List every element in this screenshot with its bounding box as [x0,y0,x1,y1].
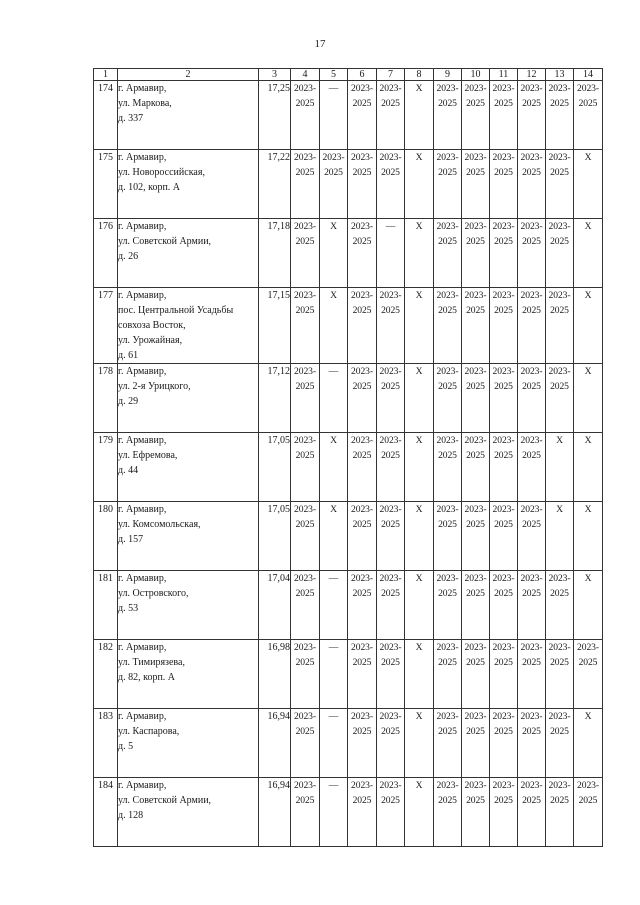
column-header: 10 [462,69,490,81]
address-line: ул. Каспарова, [118,726,180,737]
column-header: 12 [518,69,546,81]
period-cell: 2023- 2025 [518,709,546,778]
period-cell: 2023- 2025 [462,288,490,364]
address-line: ул. Новороссийская, [118,167,205,178]
period-cell: 2023- 2025 [434,150,462,219]
header-row [94,69,603,81]
period-cell: 2023- 2025 [462,709,490,778]
period-cell: X [405,364,434,433]
period-cell: 2023- 2025 [490,150,518,219]
address-line: ул. Тимирязева, [118,657,185,668]
period-cell: 2023- 2025 [377,640,405,709]
row-number: 180 [94,502,118,571]
value-cell: 17,05 [259,433,291,502]
period-cell: 2023- 2025 [490,709,518,778]
column-header: 2 [118,69,259,81]
period-cell: X [574,433,603,502]
column-header: 1 [94,69,118,81]
period-cell: 2023- 2025 [490,778,518,847]
column-header: 3 [259,69,291,81]
period-cell: 2023- 2025 [320,150,348,219]
period-cell: X [405,433,434,502]
period-cell: — [377,219,405,288]
period-cell: 2023- 2025 [518,150,546,219]
period-cell: 2023- 2025 [377,288,405,364]
table-row [94,433,603,502]
period-cell: 2023- 2025 [546,640,574,709]
address-line: д. 61 [118,350,139,361]
address-line: д. 128 [118,810,144,821]
period-cell: 2023- 2025 [291,778,320,847]
address-cell [118,502,259,571]
address-line: д. 82, корп. А [118,672,176,683]
period-cell: 2023- 2025 [518,364,546,433]
address-cell [118,571,259,640]
period-cell: X [405,150,434,219]
period-cell: 2023- 2025 [462,571,490,640]
period-cell: X [574,288,603,364]
address-cell [118,150,259,219]
column-header: 9 [434,69,462,81]
period-cell: X [320,219,348,288]
value-cell: 16,94 [259,778,291,847]
table-row [94,150,603,219]
period-cell: 2023- 2025 [462,81,490,150]
address-line: ул. Островского, [118,588,189,599]
period-cell: 2023- 2025 [291,502,320,571]
table-row [94,364,603,433]
period-cell: 2023- 2025 [348,219,377,288]
period-cell: 2023- 2025 [518,571,546,640]
table-row [94,778,603,847]
period-cell: 2023- 2025 [518,778,546,847]
address-line: д. 157 [118,534,144,545]
row-number: 184 [94,778,118,847]
value-cell: 17,12 [259,364,291,433]
period-cell: 2023- 2025 [490,640,518,709]
period-cell: X [320,502,348,571]
period-cell: 2023- 2025 [518,288,546,364]
address-cell [118,640,259,709]
period-cell: 2023- 2025 [291,571,320,640]
period-cell: 2023- 2025 [434,640,462,709]
address-line: д. 102, корп. А [118,182,181,193]
period-cell: — [320,571,348,640]
period-cell: X [546,502,574,571]
table-row [94,502,603,571]
period-cell: — [320,709,348,778]
period-cell: 2023- 2025 [291,709,320,778]
row-number: 179 [94,433,118,502]
period-cell: X [574,150,603,219]
period-cell: 2023- 2025 [490,433,518,502]
period-cell: 2023- 2025 [546,571,574,640]
period-cell: 2023- 2025 [462,640,490,709]
table-row [94,219,603,288]
address-cell [118,81,259,150]
address-line: г. Армавир, [118,504,167,515]
period-cell: X [574,571,603,640]
period-cell: 2023- 2025 [546,709,574,778]
period-cell: 2023- 2025 [490,81,518,150]
address-line: ул. Советской Армии, [118,236,212,247]
period-cell: 2023- 2025 [348,364,377,433]
period-cell: — [320,640,348,709]
value-cell: 17,25 [259,81,291,150]
address-line: д. 26 [118,251,139,262]
row-number: 183 [94,709,118,778]
period-cell: 2023- 2025 [462,433,490,502]
period-cell: 2023- 2025 [462,364,490,433]
column-header: 14 [574,69,603,81]
period-cell: 2023- 2025 [490,364,518,433]
period-cell: 2023- 2025 [546,364,574,433]
address-line: г. Армавир, [118,711,167,722]
period-cell: 2023- 2025 [377,709,405,778]
address-line: г. Армавир, [118,83,167,94]
address-line: д. 53 [118,603,139,614]
address-cell [118,778,259,847]
value-cell: 16,94 [259,709,291,778]
period-cell: X [405,778,434,847]
page-number: 17 [314,38,326,50]
row-number: 182 [94,640,118,709]
period-cell: — [320,364,348,433]
address-cell [118,364,259,433]
period-cell: 2023- 2025 [291,640,320,709]
period-cell: 2023- 2025 [546,778,574,847]
value-cell: 17,15 [259,288,291,364]
period-cell: 2023- 2025 [377,571,405,640]
row-number: 176 [94,219,118,288]
row-number: 181 [94,571,118,640]
address-line: г. Армавир, [118,366,167,377]
period-cell: X [574,709,603,778]
period-cell: 2023- 2025 [377,502,405,571]
period-cell: 2023- 2025 [377,364,405,433]
period-cell: 2023- 2025 [462,778,490,847]
period-cell: 2023- 2025 [434,571,462,640]
period-cell: X [405,640,434,709]
period-cell: 2023- 2025 [348,150,377,219]
period-cell: 2023- 2025 [291,219,320,288]
period-cell: 2023- 2025 [518,81,546,150]
period-cell: 2023- 2025 [490,502,518,571]
value-cell: 17,18 [259,219,291,288]
period-cell: 2023- 2025 [546,219,574,288]
column-header: 8 [405,69,434,81]
address-line: г. Армавир, [118,221,167,232]
period-cell: 2023- 2025 [434,433,462,502]
period-cell: 2023- 2025 [348,571,377,640]
period-cell: 2023- 2025 [518,433,546,502]
table-row [94,571,603,640]
address-line: д. 44 [118,465,139,476]
value-cell: 17,05 [259,502,291,571]
address-line: д. 29 [118,396,139,407]
address-line: пос. Центральной Усадьбы [118,305,234,316]
address-cell [118,433,259,502]
address-cell [118,709,259,778]
period-cell: 2023- 2025 [490,288,518,364]
period-cell: 2023- 2025 [518,640,546,709]
value-cell: 16,98 [259,640,291,709]
data-table [93,68,603,847]
address-line: ул. Комсомольская, [118,519,201,530]
period-cell: X [546,433,574,502]
address-cell [118,219,259,288]
period-cell: 2023- 2025 [518,502,546,571]
period-cell: 2023- 2025 [377,81,405,150]
period-cell: 2023- 2025 [490,219,518,288]
table-row [94,640,603,709]
address-cell [118,288,259,364]
period-cell: 2023- 2025 [348,709,377,778]
row-number: 177 [94,288,118,364]
address-line: ул. Маркова, [118,98,172,109]
period-cell: 2023- 2025 [348,640,377,709]
address-line: г. Армавир, [118,642,167,653]
period-cell: 2023- 2025 [434,288,462,364]
period-cell: 2023- 2025 [434,502,462,571]
address-line: г. Армавир, [118,435,167,446]
column-header: 4 [291,69,320,81]
period-cell: X [574,364,603,433]
period-cell: 2023- 2025 [490,571,518,640]
value-cell: 17,22 [259,150,291,219]
period-cell: 2023- 2025 [546,288,574,364]
period-cell: X [320,288,348,364]
column-header: 5 [320,69,348,81]
row-number: 174 [94,81,118,150]
period-cell: 2023- 2025 [291,433,320,502]
address-line: д. 337 [118,113,144,124]
address-line: ул. Ефремова, [118,450,178,461]
address-line: г. Армавир, [118,573,167,584]
value-cell: 17,04 [259,571,291,640]
period-cell: 2023- 2025 [291,81,320,150]
period-cell: 2023- 2025 [377,433,405,502]
address-line: ул. 2-я Урицкого, [118,381,191,392]
period-cell: 2023- 2025 [291,150,320,219]
period-cell: 2023- 2025 [462,219,490,288]
column-header: 13 [546,69,574,81]
period-cell: X [405,571,434,640]
period-cell: X [574,219,603,288]
period-cell: 2023- 2025 [546,81,574,150]
period-cell: 2023- 2025 [377,150,405,219]
period-cell: X [320,433,348,502]
period-cell: 2023- 2025 [434,81,462,150]
period-cell: X [405,709,434,778]
table-row [94,288,603,364]
period-cell: X [405,81,434,150]
period-cell: 2023- 2025 [518,219,546,288]
period-cell: 2023- 2025 [348,778,377,847]
table-row [94,81,603,150]
period-cell: 2023- 2025 [348,502,377,571]
address-line: совхоза Восток, [118,320,186,331]
table-body [94,81,603,847]
period-cell: 2023- 2025 [291,288,320,364]
address-line: ул. Советской Армии, [118,795,212,806]
row-number: 178 [94,364,118,433]
period-cell: 2023- 2025 [348,288,377,364]
period-cell: 2023- 2025 [434,364,462,433]
period-cell: 2023- 2025 [462,502,490,571]
column-header: 6 [348,69,377,81]
period-cell: 2023- 2025 [574,81,603,150]
address-line: ул. Урожайная, [118,335,183,346]
address-line: г. Армавир, [118,290,167,301]
period-cell: 2023- 2025 [434,709,462,778]
address-line: д. 5 [118,741,134,752]
column-header: 7 [377,69,405,81]
table-row [94,709,603,778]
period-cell: 2023- 2025 [546,150,574,219]
period-cell: — [320,778,348,847]
period-cell: 2023- 2025 [291,364,320,433]
period-cell: X [405,502,434,571]
row-number: 175 [94,150,118,219]
address-line: г. Армавир, [118,152,167,163]
period-cell: 2023- 2025 [462,150,490,219]
period-cell: 2023- 2025 [434,778,462,847]
period-cell: — [320,81,348,150]
period-cell: 2023- 2025 [348,433,377,502]
period-cell: 2023- 2025 [574,778,603,847]
period-cell: 2023- 2025 [377,778,405,847]
period-cell: X [405,288,434,364]
column-header: 11 [490,69,518,81]
period-cell: X [405,219,434,288]
period-cell: 2023- 2025 [574,640,603,709]
period-cell: 2023- 2025 [348,81,377,150]
address-line: г. Армавир, [118,780,167,791]
period-cell: 2023- 2025 [434,219,462,288]
period-cell: X [574,502,603,571]
